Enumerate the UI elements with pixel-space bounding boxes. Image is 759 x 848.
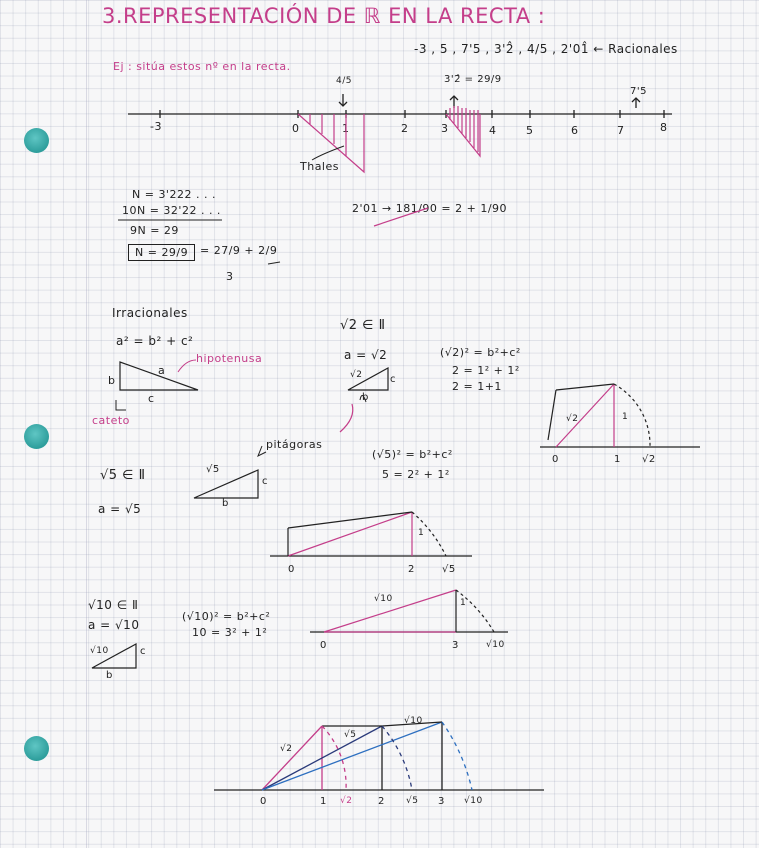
calc-line: 2 = 1² + 1²: [452, 364, 520, 377]
tick-label: 6: [571, 124, 579, 137]
side-b: b: [106, 670, 113, 681]
cateto-label: cateto: [92, 414, 130, 427]
graph4-label: 0: [260, 796, 267, 807]
side-c: c: [390, 374, 396, 385]
graph2-label: 1: [418, 528, 425, 538]
triangle-hyp-label: √10: [90, 646, 109, 656]
sqrt5-membership: √5 ∈ Ⅱ: [100, 468, 146, 483]
graph4-label: √10: [464, 796, 483, 806]
graph3-label: 0: [320, 640, 327, 651]
calc-line: 2 = 1+1: [452, 380, 502, 393]
frac-label: 4/5: [336, 76, 352, 86]
graph4-label: √5: [344, 730, 357, 740]
graph4-label: √2: [340, 796, 353, 806]
sqrt10-membership: √10 ∈ Ⅱ: [88, 598, 139, 612]
conversion: 2'01 → 181/90 = 2 + 1/90: [352, 202, 508, 215]
right-triangle: [120, 362, 198, 390]
example-label: Ej : sitúa estos nº en la recta.: [113, 60, 291, 73]
calc-line: 10 = 3² + 1²: [192, 626, 268, 639]
hypotenuse-label: hipotenusa: [196, 352, 263, 365]
side-c: c: [148, 392, 155, 405]
graph3-label: 3: [452, 640, 459, 651]
graph-combined: [214, 722, 544, 790]
boxed-result: N = 29/9: [128, 244, 195, 261]
sqrt10-triangle: [92, 644, 136, 668]
page-title: 3.REPRESENTACIÓN DE ℝ EN LA RECTA :: [102, 4, 546, 28]
thales-label: Thales: [300, 160, 339, 173]
graph1-label: 1: [622, 412, 629, 422]
graph2-label: 2: [408, 564, 415, 575]
a-sqrt10: a = √10: [88, 618, 140, 632]
sqrt5-triangle: [194, 470, 258, 498]
equals-three: 3: [226, 270, 234, 283]
graph1-label: 0: [552, 454, 559, 465]
tick-label: 0: [292, 122, 300, 135]
calc-line: (√2)² = b²+c²: [440, 346, 521, 359]
side-b: b: [108, 374, 116, 387]
tick-label: 8: [660, 121, 668, 134]
side-c: c: [262, 476, 268, 487]
graph1-label: 1: [614, 454, 621, 465]
tick-label: 1: [342, 122, 350, 135]
graph1-label: √2: [566, 414, 579, 424]
graph3-label: √10: [486, 640, 505, 650]
tick-label: 7: [617, 124, 625, 137]
graph4-label: 1: [320, 796, 327, 807]
tick-label: 3: [441, 122, 449, 135]
tick-label: 4: [489, 124, 497, 137]
tick-label: 2: [401, 122, 409, 135]
side-b: b: [222, 498, 229, 509]
graph4-label: 2: [378, 796, 385, 807]
a-sqrt2: a = √2: [344, 348, 388, 362]
side-a: a: [158, 364, 166, 377]
graph4-label: √2: [280, 744, 293, 754]
graph4-label: √5: [406, 796, 419, 806]
calc-line: (√5)² = b²+c²: [372, 448, 453, 461]
sum-expression: = 27/9 + 2/9: [200, 244, 278, 257]
pitagoras-label: pitágoras: [266, 438, 323, 451]
side-c: c: [140, 646, 146, 657]
calc-line: 5 = 2² + 1²: [382, 468, 450, 481]
graph1-label: √2: [642, 454, 656, 465]
graph2-label: √5: [442, 564, 456, 575]
sqrt2-triangle: [348, 368, 388, 390]
work-line: N = 3'222 . . .: [132, 188, 216, 201]
seven-five-label: 7'5: [630, 86, 647, 97]
a-sqrt5: a = √5: [98, 502, 142, 516]
graph-sqrt10: [310, 590, 508, 632]
graph2-label: 0: [288, 564, 295, 575]
graph-sqrt2: [540, 384, 700, 447]
graph4-label: 3: [438, 796, 445, 807]
side-b: b: [362, 392, 369, 403]
pythagoras-formula: a² = b² + c²: [116, 334, 194, 348]
sqrt2-membership: √2 ∈ Ⅱ: [340, 318, 386, 333]
calc-line: (√10)² = b²+c²: [182, 610, 271, 623]
graph4-label: √10: [404, 716, 423, 726]
repeating-decimal-label: 3'2̂ = 29/9: [444, 74, 502, 85]
work-line: 10N = 32'22 . . .: [122, 204, 221, 217]
graph3-label: √10: [374, 594, 393, 604]
triangle-hyp-label: √2: [350, 370, 363, 380]
tick-label: 5: [526, 124, 534, 137]
irrational-heading: Irracionales: [112, 306, 188, 320]
triangle-hyp-label: √5: [206, 464, 220, 475]
thales-construction: [298, 114, 364, 172]
work-line: 9N = 29: [130, 224, 179, 237]
rationals-list: -3 , 5 , 7'5 , 3'2̂ , 4/5 , 2'01̂ ← Racionales: [414, 42, 678, 56]
graph3-label: 1: [460, 598, 467, 608]
graph-sqrt5: [270, 512, 472, 556]
tick-label: -3: [150, 120, 162, 133]
